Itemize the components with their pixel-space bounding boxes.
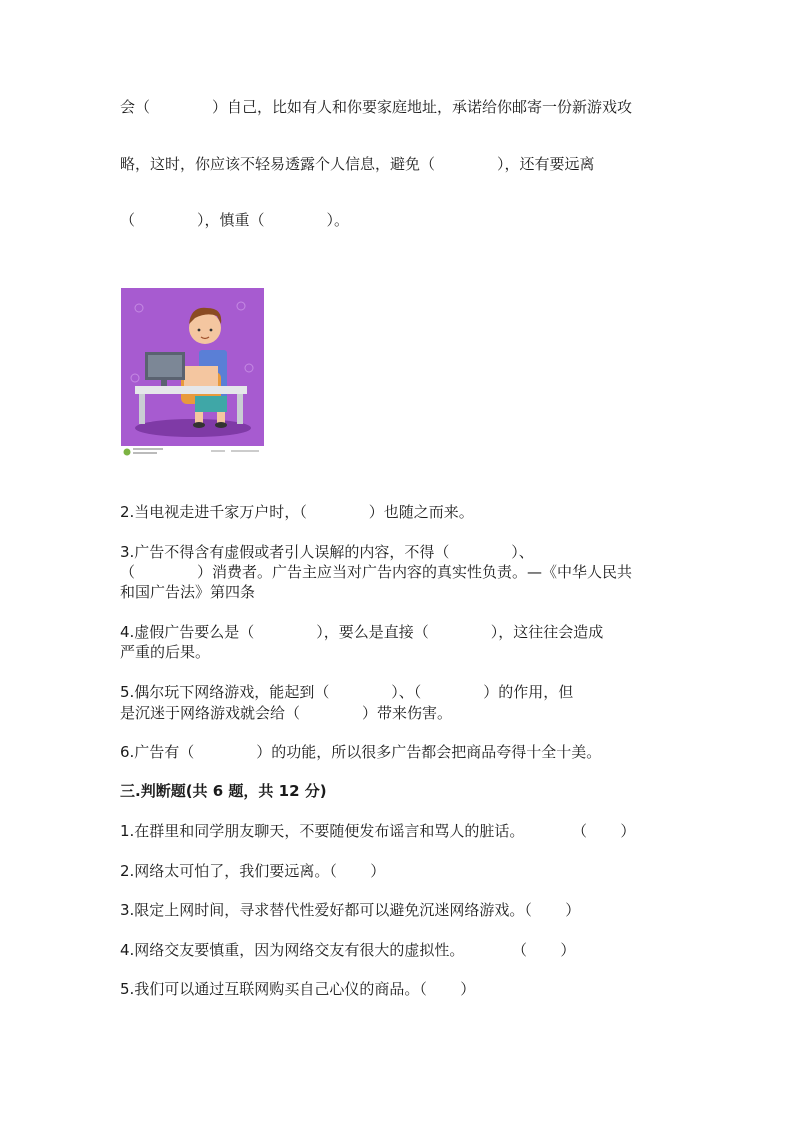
passage-line-1: 会（ ）自己，比如有人和你要家庭地址，承诺给你邮寄一份新游戏攻 [120,98,632,116]
question-5-line-1: 5.偶尔玩下网络游戏，能起到（ ）、（ ）的作用，但 [120,683,574,701]
judgement-2: 2.网络太可怕了，我们要远离。（ ） [120,862,386,880]
question-5-line-2: 是沉迷于网络游戏就会给（ ）带来伤害。 [120,704,452,722]
question-3-line-1: 3.广告不得含有虚假或者引人误解的内容，不得（ ）、 [120,543,534,561]
judgement-5: 5.我们可以通过互联网购买自己心仪的商品。（ ） [120,980,476,998]
passage-line-3: （ ），慎重（ ）。 [120,211,349,229]
question-4-line-2: 严重的后果。 [120,643,211,661]
judgement-3: 3.限定上网时间，寻求替代性爱好都可以避免沉迷网络游戏。（ ） [120,901,581,919]
judgement-4: 4.网络交友要慎重，因为网络交友有很大的虚拟性。 （ ） [120,941,576,959]
question-3-line-2: （ ）消费者。广告主应当对广告内容的真实性负责。—《中华人民共 [120,563,632,581]
question-3-line-3: 和国广告法》第四条 [120,583,256,601]
boy-at-computer-illustration [121,288,264,459]
passage-line-2: 略，这时，你应该不轻易透露个人信息，避免（ ），还有要远离 [120,155,595,173]
judgement-1: 1.在群里和同学朋友聊天，不要随便发布谣言和骂人的脏话。 （ ） [120,822,636,840]
question-6: 6.广告有（ ）的功能，所以很多广告都会把商品夸得十全十美。 [120,743,602,761]
question-4-line-1: 4.虚假广告要么是（ ），要么是直接（ ），这往往会造成 [120,623,604,641]
question-2: 2.当电视走进千家万户时，（ ）也随之而来。 [120,503,474,521]
section-3-title: 三.判断题(共 6 题，共 12 分) [120,782,327,800]
